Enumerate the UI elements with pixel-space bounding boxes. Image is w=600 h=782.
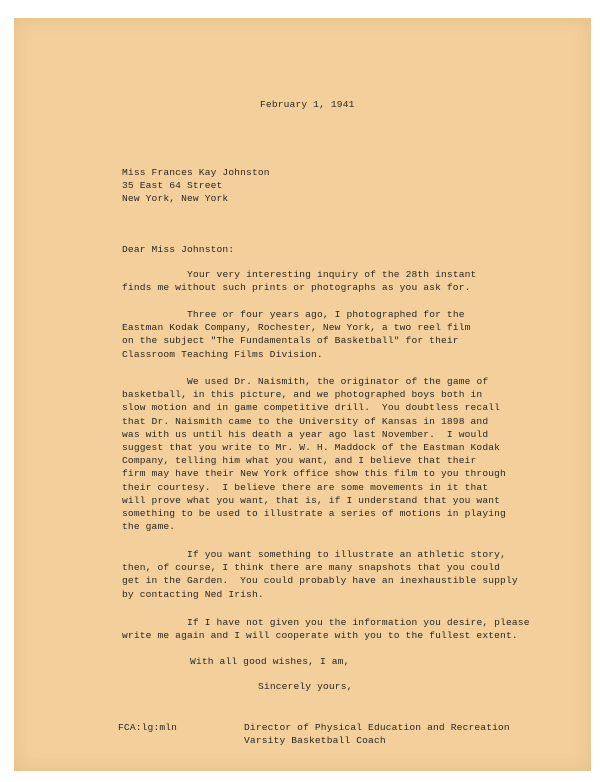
- paragraph-line: Classroom Teaching Films Division.: [122, 348, 323, 360]
- paragraph-line: by contacting Ned Irish.: [122, 588, 264, 600]
- recipient-street: 35 East 64 Street: [122, 180, 223, 191]
- paragraph-line: slow motion and in game competitive drill. You doubtless recall: [122, 402, 501, 414]
- reference-initials: FCA:lg:mln: [118, 722, 178, 733]
- paragraph-line: then, of course, I think there are many snapshots that you could: [122, 562, 501, 574]
- letter-page: [14, 18, 591, 771]
- paragraph-5: [122, 616, 542, 642]
- paragraph-line: basketball, in this picture, and we photographed boys both in: [122, 389, 483, 401]
- paragraph-line: was with us until his death a year ago last November. I would: [122, 428, 489, 440]
- closing-wish: With all good wishes, I am,: [190, 656, 350, 667]
- signature-title-line-2: Varsity Basketball Coach: [244, 735, 386, 746]
- paragraph-line: firm may have their New York office show this film to you through: [122, 468, 506, 480]
- paragraph-line: suggest that you write to Mr. W. H. Maddock of the Eastman Kodak: [122, 442, 501, 454]
- paragraph-line: We used Dr. Naismith, the originator of the game of: [187, 376, 489, 387]
- paragraph-line: Company, telling him what you want, and I believe that their: [122, 455, 477, 467]
- paragraph-line: Eastman Kodak Company, Rochester, New York, a two reel film: [122, 322, 471, 334]
- letter-date: February 1, 1941: [260, 99, 355, 110]
- paragraph-3: [122, 375, 542, 533]
- paragraph-line: Your very interesting inquiry of the 28th instant: [187, 269, 477, 280]
- paragraph-line: write me again and I will cooperate with you to the fullest extent.: [122, 630, 518, 642]
- paragraph-line: get in the Garden. You could probably have an inexhaustible supply: [122, 575, 518, 587]
- complimentary-close: Sincerely yours,: [258, 681, 353, 692]
- paragraph-line: If I have not given you the information you desire, please: [187, 617, 530, 628]
- recipient-name: Miss Frances Kay Johnston: [122, 167, 270, 178]
- paragraph-4: [122, 548, 542, 601]
- paragraph-line: something to be used to illustrate a series of motions in playing: [122, 508, 506, 520]
- paragraph-line: their courtesy. I believe there are some movements in it that: [122, 481, 489, 493]
- paragraph-2: [122, 308, 542, 361]
- paragraph-line: Three or four years ago, I photographed for the: [187, 309, 465, 320]
- paragraph-line: If you want something to illustrate an athletic story,: [187, 549, 506, 560]
- paragraph-line: on the subject "The Fundamentals of Basketball" for their: [122, 335, 459, 347]
- paragraph-line: will prove what you want, that is, if I understand that you want: [122, 494, 501, 506]
- recipient-city: New York, New York: [122, 193, 229, 204]
- signature-title-line-1: Director of Physical Education and Recreation: [244, 722, 510, 733]
- paragraph-line: that Dr. Naismith came to the University of Kansas in 1898 and: [122, 415, 489, 427]
- salutation: Dear Miss Johnston:: [122, 244, 235, 255]
- paragraph-1: [122, 268, 542, 294]
- paragraph-line: the game.: [122, 521, 176, 533]
- paragraph-line: finds me without such prints or photographs as you ask for.: [122, 282, 471, 294]
